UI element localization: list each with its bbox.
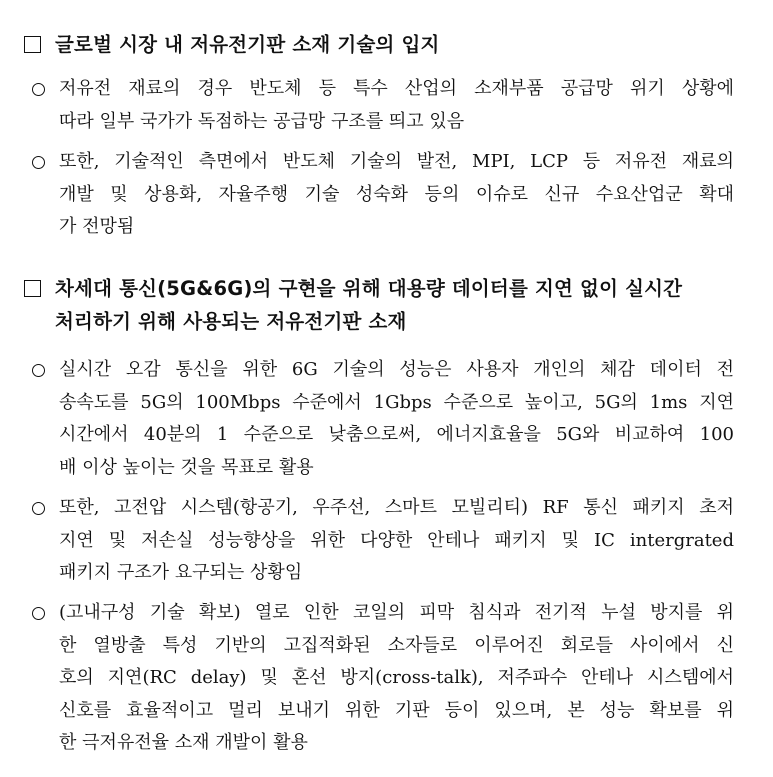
section-2-item-3 [32, 597, 734, 760]
section-2-item-2 [32, 492, 734, 590]
heading-line: 차세대 통신(5G&6G)의 구현을 위해 대용량 데이터를 지연 없이 실시간 [55, 277, 683, 300]
paragraph [59, 597, 734, 760]
paragraph-line: 따라 일부 국가가 독점하는 공급망 구조를 띄고 있음 [59, 110, 465, 132]
paragraph [59, 354, 734, 484]
paragraph-line: 저유전 재료의 경우 반도체 등 특수 산업의 소재부품 공급망 위기 상황에 [59, 78, 734, 99]
section-2-heading-text [55, 272, 682, 338]
paragraph-line: 패키지 구조가 요구되는 상황임 [59, 562, 303, 583]
square-bullet-icon [24, 36, 41, 53]
paragraph [59, 146, 734, 244]
heading-line: 처리하기 위해 사용되는 저유전기판 소재 [55, 310, 407, 333]
paragraph-line: 또한, 기술적인 측면에서 반도체 기술의 발전, MPI, LCP 등 저유전 재료의 [59, 151, 734, 172]
section-2-item-1 [32, 354, 734, 484]
section-1-heading-text [55, 28, 440, 61]
paragraph-line: 실시간 오감 통신을 위한 6G 기술의 성능은 사용자 개인의 체감 데이터 전 [59, 359, 734, 380]
section-2-heading [24, 272, 682, 338]
paragraph-line: (고내구성 기술 확보) 열로 인한 코일의 피막 침식과 전기적 누설 방지를 위 [59, 602, 734, 623]
circle-bullet-icon [32, 83, 45, 96]
paragraph-line: 시간에서 40분의 1 수준으로 낮춤으로써, 에너지효율을 5G와 비교하여 100 [59, 424, 734, 445]
section-1-item-2 [32, 146, 734, 244]
paragraph-line: 배 이상 높이는 것을 목표로 활용 [59, 456, 314, 478]
circle-bullet-icon [32, 364, 45, 377]
paragraph-line: 또한, 고전압 시스템(항공기, 우주선, 스마트 모빌리티) RF 통신 패키지 초저 [59, 497, 734, 518]
paragraph-line: 지연 및 저손실 성능향상을 위한 다양한 안테나 패키지 및 IC intergrated [59, 529, 734, 551]
heading-line: 글로벌 시장 내 저유전기판 소재 기술의 입지 [55, 33, 440, 56]
circle-bullet-icon [32, 607, 45, 620]
circle-bullet-icon [32, 502, 45, 515]
paragraph-line: 가 전망됨 [59, 216, 135, 237]
paragraph-line: 한 극저유전율 소재 개발이 활용 [59, 732, 308, 753]
paragraph-line: 송속도를 5G의 100Mbps 수준에서 1Gbps 수준으로 높이고, 5G의 1ms 지연 [59, 391, 734, 413]
section-1-heading [24, 28, 440, 61]
circle-bullet-icon [32, 156, 45, 169]
paragraph-line: 개발 및 상용화, 자율주행 기술 성숙화 등의 이슈로 신규 수요산업군 확대 [59, 183, 734, 205]
section-1-item-1 [32, 73, 734, 138]
paragraph [59, 492, 734, 590]
square-bullet-icon [24, 280, 41, 297]
paragraph-line: 호의 지연(RC delay) 및 혼선 방지(cross-talk), 저주파수 안테나 시스템에서 [59, 667, 734, 688]
paragraph-line: 신호를 효율적이고 멀리 보내기 위한 기판 등이 있으며, 본 성능 확보를 위 [59, 699, 734, 721]
paragraph [59, 73, 734, 138]
paragraph-line: 한 열방출 특성 기반의 고집적화된 소자들로 이루어진 회로들 사이에서 신 [59, 634, 734, 656]
